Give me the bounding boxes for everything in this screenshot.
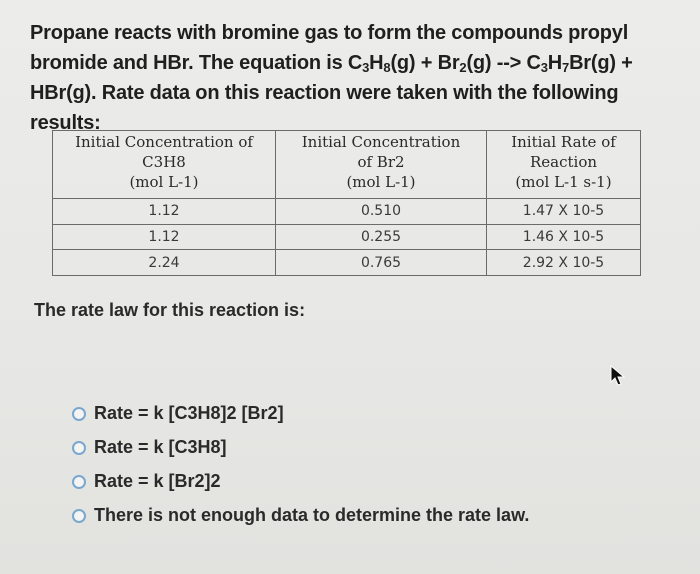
header-rate — [487, 131, 641, 199]
table-cell: 1.12 — [53, 224, 276, 250]
header-line: Initial Concentration of — [75, 133, 253, 151]
table-row — [53, 250, 641, 276]
table-row — [53, 224, 641, 250]
option-label: There is not enough data to determine the rate law. — [94, 504, 530, 525]
question-text-segment: H — [547, 52, 563, 74]
mouse-cursor-icon — [610, 365, 626, 387]
table-cell: 1.47 X 10-5 — [487, 199, 641, 225]
header-br2 — [276, 131, 487, 199]
question-text-segment: Br(g) + — [569, 52, 633, 74]
answer-options — [72, 396, 529, 532]
option-1[interactable] — [72, 396, 529, 430]
radio-button[interactable] — [72, 407, 86, 421]
option-4[interactable] — [72, 498, 529, 532]
header-line: C3H8 — [142, 153, 186, 171]
subscript: 3 — [362, 60, 370, 75]
rate-data-table — [52, 130, 641, 276]
subscript: 7 — [562, 60, 570, 75]
table-cell: 2.92 X 10-5 — [487, 250, 641, 276]
table-cell: 0.510 — [276, 199, 487, 225]
option-3[interactable] — [72, 464, 529, 498]
option-2[interactable] — [72, 430, 529, 464]
radio-button[interactable] — [72, 509, 86, 523]
question-text — [30, 18, 690, 138]
header-line: Initial Concentration — [301, 133, 461, 151]
option-label: Rate = k [C3H8]2 [Br2] — [94, 402, 284, 423]
question-text-segment: (g) --> C — [466, 52, 541, 74]
table-cell: 0.765 — [276, 250, 487, 276]
header-line: (mol L-1 s-1) — [515, 173, 612, 191]
header-line: Initial Rate of — [511, 133, 616, 151]
header-line: of Br2 — [357, 153, 405, 171]
header-line: Reaction — [529, 153, 598, 171]
question-text-segment: H — [369, 52, 384, 74]
table-header-row — [53, 131, 641, 199]
question-line-2 — [30, 48, 690, 78]
table-cell: 1.46 X 10-5 — [487, 224, 641, 250]
question-text-segment: (g) + Br — [390, 52, 460, 74]
question-line-1: Propane reacts with bromine gas to form the compounds propyl — [30, 22, 629, 44]
option-label: Rate = k [Br2]2 — [94, 470, 221, 491]
radio-button[interactable] — [72, 441, 86, 455]
question-text-segment: bromide and HBr. The equation is C — [30, 52, 363, 74]
table-cell: 2.24 — [53, 250, 276, 276]
option-label: Rate = k [C3H8] — [94, 436, 227, 457]
subscript: 3 — [540, 60, 548, 75]
table-cell: 1.12 — [53, 199, 276, 225]
header-c3h8 — [53, 131, 276, 199]
header-line: (mol L-1) — [129, 173, 199, 191]
subscript: 2 — [459, 60, 467, 75]
header-line: (mol L-1) — [346, 173, 416, 191]
question-line-3: HBr(g). Rate data on this reaction were taken with the following results: — [30, 82, 619, 134]
prompt-text: The rate law for this reaction is: — [34, 300, 306, 320]
subscript: 8 — [383, 60, 391, 75]
table-row — [53, 199, 641, 225]
table-cell: 0.255 — [276, 224, 487, 250]
radio-button[interactable] — [72, 475, 86, 489]
